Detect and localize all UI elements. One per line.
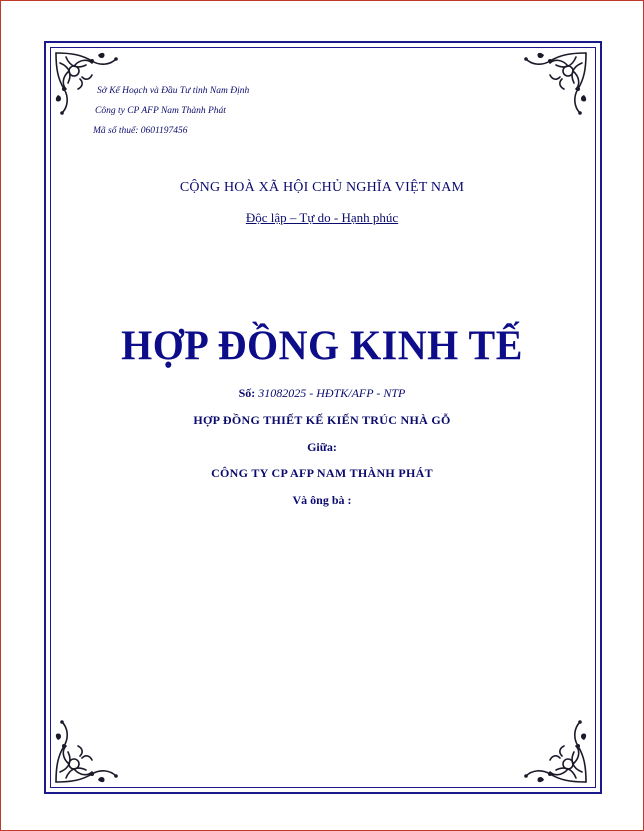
company-name: Công ty CP AFP Nam Thành Phát [95, 106, 226, 116]
organization-header [93, 84, 249, 138]
party-a-name: CÔNG TY CP AFP NAM THÀNH PHÁT [211, 466, 433, 480]
national-title: CỘNG HOÀ XÃ HỘI CHỦ NGHĨA VIỆT NAM [179, 180, 465, 195]
contract-title: HỢP ĐỒNG KINH TẾ [121, 321, 523, 370]
motto-text: Độc lập – Tự do - Hạnh phúc [245, 210, 399, 225]
between-label: Giữa: [307, 440, 337, 454]
contract-number-value: 31082025 - HĐTK/AFP - NTP [255, 386, 406, 400]
contract-number [0, 386, 644, 401]
department-name: Sở Kế Hoạch và Đầu Tư tỉnh Nam Định [97, 86, 250, 96]
national-motto [0, 210, 644, 226]
corner-ornament-icon [520, 49, 590, 119]
contract-subject: HỢP ĐỒNG THIẾT KẾ KIẾN TRÚC NHÀ GỖ [193, 413, 451, 427]
corner-ornament-icon [520, 716, 590, 786]
corner-ornament-icon [52, 716, 122, 786]
tax-code: Mã số thuế: 0601197456 [93, 126, 188, 136]
contract-number-label: Số: [238, 386, 256, 400]
party-b-label: Và ông bà : [292, 493, 352, 507]
